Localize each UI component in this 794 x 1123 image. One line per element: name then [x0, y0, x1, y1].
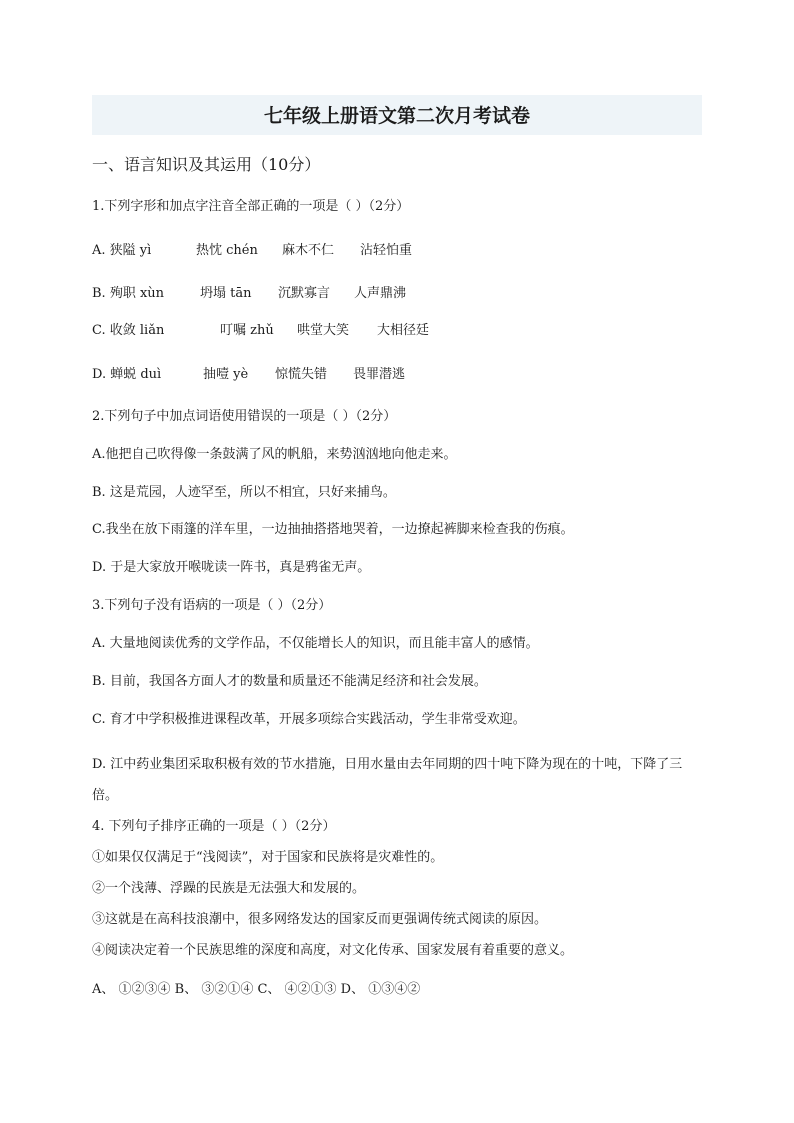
q3-stem: 3.下列句子没有语病的一项是（ ）（2分） [92, 598, 332, 613]
q1-stem: 1.下列字形和加点字注音全部正确的一项是（ ）（2分） [92, 199, 410, 214]
option-item: 热忱 chén [196, 243, 258, 258]
option-item: A. 狭隘 yì [92, 243, 152, 258]
option-item: 沉默寡言 [278, 286, 331, 301]
option-item: 大相径廷 [377, 323, 430, 338]
q4-sentence-4: ④阅读决定着一个民族思维的深度和高度，对文化传承、国家发展有着重要的意义。 [92, 943, 574, 958]
q3-option-b: B. 目前，我国各方面人才的数量和质量还不能满足经济和社会发展。 [92, 674, 487, 689]
option-item: 麻木不仁 [282, 243, 335, 258]
q2-stem: 2.下列句子中加点词语使用错误的一项是（ ）（2分） [92, 409, 397, 424]
option-item: B. 殉职 xùn [92, 286, 165, 301]
q2-option-b: B. 这是荒园，人迹罕至，所以不相宜，只好来捕鸟。 [92, 485, 396, 500]
option-item: 坍塌 tān [200, 286, 252, 301]
q2-option-a: A.他把自己吹得像一条鼓满了风的帆船，来势汹汹地向他走来。 [92, 447, 457, 462]
q2-option-d: D. 于是大家放开喉咙读一阵书，真是鸦雀无声。 [92, 560, 371, 575]
q4-options: A、 ①②③④ B、 ③②①④ C、 ④②①③ D、 ①③④② [92, 982, 421, 997]
q1-option-d [92, 366, 405, 384]
q1-option-c [92, 322, 429, 340]
q1-option-a [92, 242, 412, 260]
q1-option-b [92, 285, 406, 303]
q3-option-d: D. 江中药业集团采取积极有效的节水措施，日用水量由去年同期的四十吨下降为现在的十吨，下降了三倍。 [92, 757, 683, 803]
option-item: 哄堂大笑 [297, 323, 350, 338]
q3-option-a: A. 大量地阅读优秀的文学作品，不仅能增长人的知识，而且能丰富人的感情。 [92, 636, 539, 651]
option-item: 抽噎 yè [203, 367, 249, 382]
page-title: 七年级上册语文第二次月考试卷 [263, 105, 530, 127]
q2-option-c: C.我坐在放下雨篷的洋车里，一边抽抽搭搭地哭着，一边撩起裤脚来检查我的伤痕。 [92, 522, 574, 537]
option-item: 畏罪潜逃 [353, 367, 406, 382]
option-item: C. 收敛 liǎn [92, 323, 165, 338]
option-item: D. 蝉蜕 duì [92, 367, 162, 382]
q4-sentence-3: ③这就是在高科技浪潮中，很多网络发达的国家反而更强调传统式阅读的原因。 [92, 912, 548, 927]
q4-sentence-1: ①如果仅仅满足于“浅阅读”，对于国家和民族将是灾难性的。 [92, 850, 444, 865]
section-heading: 一、语言知识及其运用（10分） [92, 155, 321, 174]
option-item: 沾轻怕重 [360, 243, 413, 258]
option-item: 惊慌失错 [275, 367, 328, 382]
q4-sentence-2: ②一个浅薄、浮躁的民族是无法强大和发展的。 [92, 881, 366, 896]
q4-stem: 4. 下列句子排序正确的一项是（ ）（2分） [92, 819, 336, 834]
option-item: 人声鼎沸 [354, 286, 407, 301]
option-item: 叮嘱 zhǔ [220, 323, 274, 338]
q3-option-c: C. 育才中学积极推进课程改革，开展多项综合实践活动，学生非常受欢迎。 [92, 712, 526, 727]
